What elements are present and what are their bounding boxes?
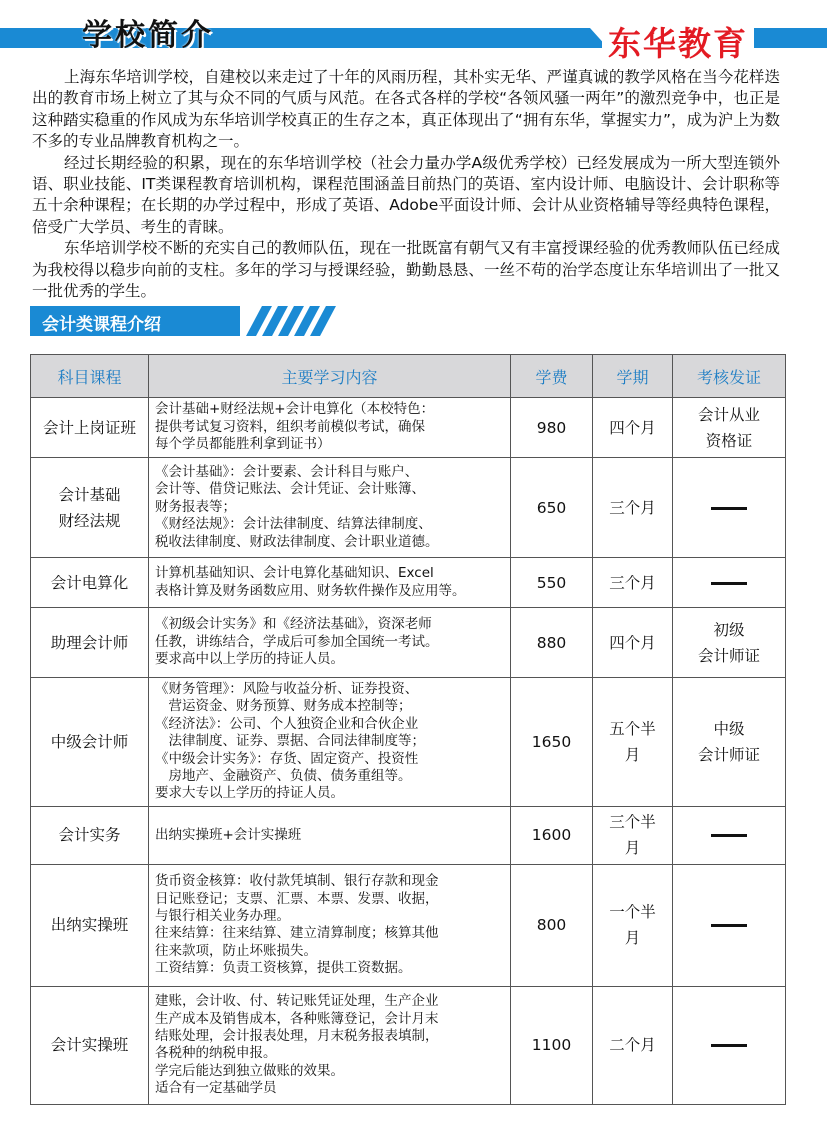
term-value: 一个半 bbox=[609, 903, 656, 922]
certificate-value: 初级 bbox=[713, 620, 745, 639]
course-content-cell bbox=[149, 864, 511, 986]
column-header-content: 主要学习内容 bbox=[149, 355, 511, 398]
certificate-value: 会计从业 bbox=[697, 405, 760, 424]
table-row bbox=[31, 806, 786, 864]
course-name: 会计上岗证班 bbox=[42, 418, 136, 437]
fee-value: 650 bbox=[536, 498, 567, 517]
course-content-line: 往来款项，防止坏账损失。 bbox=[155, 942, 317, 959]
page-title: 学校简介 bbox=[82, 18, 214, 53]
course-content-line: 会计基础+财经法规+会计电算化（本校特色： bbox=[155, 401, 435, 418]
term-value: 三个半 bbox=[609, 813, 656, 832]
term-cell bbox=[593, 806, 673, 864]
course-content-line: 日记账登记；支票、汇票、本票、发票、收据， bbox=[155, 890, 439, 907]
course-content-line: 《会计基础》：会计要素、会计科目与账户、 bbox=[155, 463, 419, 480]
term-cell bbox=[593, 458, 673, 558]
fee-cell bbox=[511, 458, 593, 558]
certificate-cell bbox=[673, 608, 786, 678]
course-name: 会计实操班 bbox=[50, 1036, 129, 1055]
course-name: 财经法规 bbox=[58, 511, 121, 530]
term-value: 月 bbox=[624, 929, 641, 948]
course-name-cell bbox=[31, 558, 149, 608]
term-cell bbox=[593, 678, 673, 807]
term-value: 月 bbox=[624, 839, 641, 858]
certificate-value: 中级 bbox=[713, 719, 745, 738]
table-row bbox=[31, 986, 786, 1104]
table-row bbox=[31, 864, 786, 986]
no-certificate-dash bbox=[711, 924, 747, 927]
course-name: 会计基础 bbox=[58, 485, 121, 504]
course-name-cell bbox=[31, 678, 149, 807]
term-value: 二个月 bbox=[609, 1036, 656, 1055]
course-content-cell bbox=[149, 678, 511, 807]
fee-cell bbox=[511, 986, 593, 1104]
no-certificate-dash bbox=[711, 1044, 747, 1047]
section-title: 会计类课程介绍 bbox=[42, 315, 161, 335]
course-content-line: 税收法律制度、财政法律制度、会计职业道德。 bbox=[155, 533, 439, 550]
course-content-line: 《初级会计实务》和《经济法基础》，资深老师 bbox=[155, 616, 432, 633]
fee-value: 980 bbox=[536, 418, 567, 437]
certificate-value: 资格证 bbox=[705, 431, 753, 450]
fee-cell bbox=[511, 864, 593, 986]
course-content-line: 提供考试复习资料，组织考前模似考试，确保 bbox=[155, 418, 425, 435]
table-row bbox=[31, 678, 786, 807]
table-body bbox=[31, 398, 786, 1105]
certificate-value: 会计师证 bbox=[697, 646, 760, 665]
course-content-cell bbox=[149, 398, 511, 458]
fee-cell bbox=[511, 398, 593, 458]
course-content-line: 会计等、借贷记账法、会计凭证、会计账簿、 bbox=[155, 481, 425, 498]
certificate-cell bbox=[673, 678, 786, 807]
brand-logo-text: 东华教育 bbox=[602, 18, 754, 65]
course-content-line: 建账，会计收、付、转记账凭证处理，生产企业 bbox=[155, 993, 439, 1010]
certificate-cell bbox=[673, 986, 786, 1104]
course-name: 中级会计师 bbox=[50, 732, 129, 751]
fee-value: 1650 bbox=[531, 732, 572, 751]
course-name-cell bbox=[31, 806, 149, 864]
term-cell bbox=[593, 986, 673, 1104]
course-content-cell bbox=[149, 608, 511, 678]
course-content-line: 工资结算：负责工资核算，提供工资数据。 bbox=[155, 960, 412, 977]
course-name-cell bbox=[31, 458, 149, 558]
course-content-line: 与银行相关业务办理。 bbox=[155, 907, 290, 924]
course-content-line: 计算机基础知识、会计电算化基础知识、Excel bbox=[155, 565, 434, 582]
course-content-line: 《财务管理》：风险与收益分析、证券投资、 bbox=[155, 681, 419, 697]
table-row bbox=[31, 398, 786, 458]
course-content-line: 适合有一定基础学员 bbox=[155, 1080, 277, 1097]
course-name-cell bbox=[31, 398, 149, 458]
no-certificate-dash bbox=[711, 507, 747, 510]
course-content-line: 货币资金核算：收付款凭填制、银行存款和现金 bbox=[155, 873, 439, 890]
course-content-line: 每个学员都能胜利拿到证书） bbox=[155, 436, 331, 453]
no-certificate-dash bbox=[711, 834, 747, 837]
table-header-row bbox=[31, 355, 786, 398]
term-cell bbox=[593, 398, 673, 458]
column-header-fee: 学费 bbox=[511, 355, 593, 398]
course-content-line: 出纳实操班+会计实操班 bbox=[155, 826, 302, 843]
term-value: 三个月 bbox=[609, 498, 656, 517]
term-value: 四个月 bbox=[609, 633, 656, 652]
course-content-line: 结账处理，会计报表处理，月末税务报表填制， bbox=[155, 1027, 439, 1044]
course-content-line: 《经济法》：公司、个人独资企业和合伙企业 bbox=[155, 715, 419, 732]
fee-value: 800 bbox=[536, 916, 567, 935]
course-name-cell bbox=[31, 608, 149, 678]
course-name: 助理会计师 bbox=[50, 633, 129, 652]
table-row bbox=[31, 458, 786, 558]
course-table bbox=[30, 354, 786, 1105]
course-content-line: 生产成本及销售成本，各种账簿登记，会计月末 bbox=[155, 1010, 439, 1027]
course-content-line: 学完后能达到独立做账的效果。 bbox=[155, 1062, 344, 1079]
course-content-line: 表格计算及财务函数应用、财务软件操作及应用等。 bbox=[155, 582, 466, 599]
column-header-course: 科目课程 bbox=[31, 355, 149, 398]
intro-paragraph: 上海东华培训学校，自建校以来走过了十年的风雨历程，其朴实无华、严谨真诚的教学风格在当今花样迭出的教育市场上树立了其与众不同的气质与风范。在各式各样的学校“各领风骚一两年”的激烈竞争中，也正是这种踏实稳重的作风成为东华培训学校真正的生存之本，真正体现出了“拥有东华，掌握实力”，成为沪上为数不多的专业品牌教育机构之一。 bbox=[32, 68, 780, 151]
course-name: 会计实务 bbox=[58, 826, 121, 845]
term-value: 三个月 bbox=[609, 573, 656, 592]
table-row bbox=[31, 608, 786, 678]
course-name-cell bbox=[31, 864, 149, 986]
course-content-line: 营运资金、财务预算、财务成本控制等； bbox=[155, 698, 412, 715]
fee-value: 550 bbox=[536, 573, 567, 592]
fee-value: 1100 bbox=[531, 1036, 572, 1055]
term-cell bbox=[593, 608, 673, 678]
fee-cell bbox=[511, 558, 593, 608]
fee-cell bbox=[511, 806, 593, 864]
certificate-value: 会计师证 bbox=[697, 745, 760, 764]
course-content-cell bbox=[149, 806, 511, 864]
course-name-cell bbox=[31, 986, 149, 1104]
certificate-cell bbox=[673, 864, 786, 986]
course-content-line: 房地产、金融资产、负债、债务重组等。 bbox=[155, 768, 412, 785]
term-value: 月 bbox=[624, 745, 641, 764]
table-row bbox=[31, 558, 786, 608]
course-content-line: 要求大专以上学历的持证人员。 bbox=[155, 785, 344, 802]
column-header-term: 学期 bbox=[593, 355, 673, 398]
course-content-cell bbox=[149, 558, 511, 608]
term-value: 五个半 bbox=[609, 719, 656, 738]
term-value: 四个月 bbox=[609, 418, 656, 437]
course-content-cell bbox=[149, 458, 511, 558]
certificate-cell bbox=[673, 458, 786, 558]
fee-cell bbox=[511, 678, 593, 807]
no-certificate-dash bbox=[711, 582, 747, 585]
course-content-line: 法律制度、证券、票据、合同法律制度等； bbox=[155, 733, 425, 750]
certificate-cell bbox=[673, 806, 786, 864]
course-content-line: 要求高中以上学历的持证人员。 bbox=[155, 651, 344, 668]
course-content-line: 各税种的纳税申报。 bbox=[155, 1045, 277, 1062]
fee-value: 1600 bbox=[531, 826, 572, 845]
course-content-line: 《中级会计实务》：存货、固定资产、投资性 bbox=[155, 750, 419, 767]
certificate-cell bbox=[673, 398, 786, 458]
term-cell bbox=[593, 864, 673, 986]
course-name: 出纳实操班 bbox=[50, 916, 129, 935]
course-name: 会计电算化 bbox=[50, 573, 129, 592]
term-cell bbox=[593, 558, 673, 608]
course-content-line: 任教，讲练结合，学成后可参加全国统一考试。 bbox=[155, 633, 439, 650]
intro-paragraph: 东华培训学校不断的充实自己的教师队伍，现在一批既富有朝气又有丰富授课经验的优秀教师队伍已经成为我校得以稳步向前的支柱。多年的学习与授课经验，勤勤恳恳、一丝不苟的治学态度让东华培训出了一批又一批优秀的学生。 bbox=[32, 239, 780, 301]
course-content-line: 财务报表等； bbox=[155, 498, 236, 515]
column-header-certificate: 考核发证 bbox=[673, 355, 786, 398]
course-content-line: 往来结算：往来结算、建立清算制度；核算其他 bbox=[155, 925, 439, 942]
fee-cell bbox=[511, 608, 593, 678]
fee-value: 880 bbox=[536, 633, 567, 652]
certificate-cell bbox=[673, 558, 786, 608]
course-content-line: 《财经法规》：会计法律制度、结算法律制度、 bbox=[155, 516, 432, 533]
intro-text bbox=[32, 67, 780, 302]
course-content-cell bbox=[149, 986, 511, 1104]
intro-paragraph: 经过长期经验的积累，现在的东华培训学校（社会力量办学A级优秀学校）已经发展成为一所大型连锁外语、职业技能、IT类课程教育培训机构，课程范围涵盖目前热门的英语、室内设计师、电脑设计、会计职称等五十余种课程；在长期的办学过程中，形成了英语、Adobe平面设计师、会计从业资格辅导等经典特色课程，倍受广大学员、考生的青睐。 bbox=[32, 153, 780, 236]
